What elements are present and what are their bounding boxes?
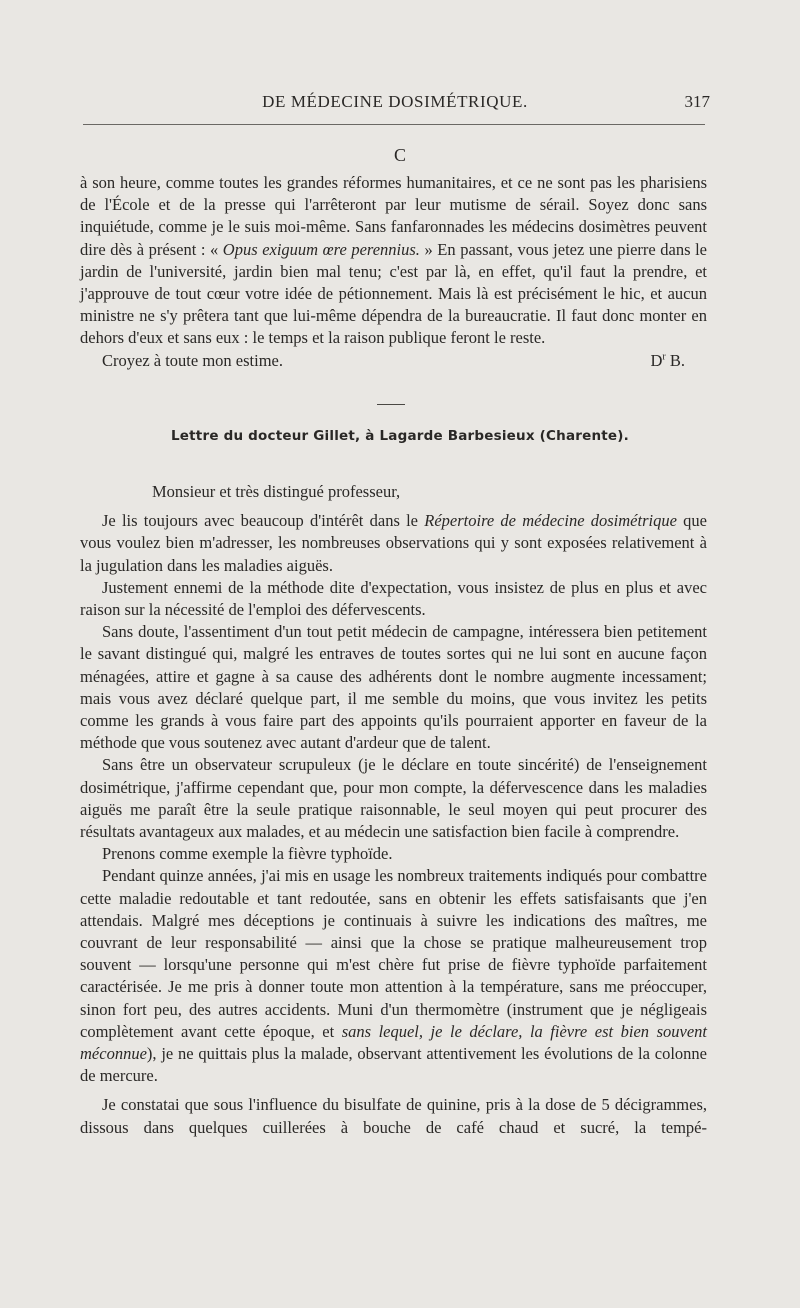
section-divider: [377, 404, 405, 405]
closing-line: [80, 350, 707, 372]
paragraph-7: Je constatai que sous l'influence du bisulfate de quinine, pris à la dose de 5 décigrammes, dissous dans quelques cuillerées à bouche de café chaud et sucré, la tempé-: [80, 1095, 707, 1137]
signature-letter: C: [393, 145, 406, 165]
signature-title: D: [650, 350, 663, 370]
text-run: » En passant, vous jetez une pierre dans le jardin de l'université, jardin bien mal tenu; c'est par là, en effet, qu'il faut la prendre, et j'approuve de tout cœur votre idée de pétionnement. Mais là est précisément le hic, et aucun ministre ne s'y prêtera tant que lui-même dépendra de la bureaucratie. Il faut donc monter en dehors d'eux et sans eux : le temps et la raison publique feront le reste.: [80, 239, 707, 348]
paragraph-5: Prenons comme exemple la fièvre typhoïde.: [102, 844, 393, 864]
letter-body: [80, 481, 707, 1139]
latin-quote: Opus exiguum œre perennius.: [222, 239, 420, 259]
running-title: DE MÉDECINE DOSIMÉTRIQUE.: [262, 92, 528, 111]
text-run: Je lis toujours avec beaucoup d'intérêt dans le: [102, 511, 425, 531]
header-rule: [83, 124, 705, 125]
closing-letter: [80, 172, 707, 372]
paragraph-1: [80, 510, 707, 577]
text-run: que vous voulez bien m'adresser, les nombreuses observations qui y sont exposées relativement à la jugulation dans les maladies aiguës.: [80, 511, 707, 575]
paragraph-6: [80, 865, 707, 1087]
closing-formula: Croyez à toute mon estime.: [102, 350, 283, 370]
text-run: ), je ne quittais plus la malade, observant attentivement les évolutions de la colonne de mercure.: [80, 1044, 707, 1086]
journal-title: Répertoire de médecine dosimétrique: [424, 511, 677, 531]
signature-initial: B.: [665, 350, 685, 370]
paragraph-2: Justement ennemi de la méthode dite d'expectation, vous insistez de plus en plus et avec raison sur la nécessité de l'emploi des défervescents.: [80, 577, 707, 620]
text-run: Pendant quinze années, j'ai mis en usage les nombreux traitements indiqués pour combattre cette maladie redoutable et tant redoutée, sans en obtenir les effets satisfaisants que j'en attendais. Malgré mes déceptions je continuais à suivre les indications des maîtres, me couvrant de leur responsabilité — ainsi que la chose se pratique malheureusement trop souvent — lorsqu'une personne qui m'est chère fut prise de fièvre typhoïde parfaitement caractérisée. Je me pris à donner toute mon attention à la température, sans me préoccuper, sinon fort peu, des autres accidents. Muni d'un thermomètre (instrument que je négligeais complètement avant cette époque, et: [80, 866, 707, 1041]
text-run: à son heure, comme toutes les grandes réformes humanitaires, et ce ne sont pas les pharisiens de l'École et de la presse qui l'arrêteront par leur mutisme de sérail. Soyez donc sans inquiétude, comme je le suis moi-même. Sans fanfaronnades les médecins dosimètres peuvent dire dès à présent : «: [80, 173, 707, 259]
page-number: 317: [684, 92, 710, 111]
italic-aside: sans lequel, je le déclare, la fièvre est bien souvent méconnue: [80, 1021, 707, 1064]
paragraph-4: Sans être un observateur scrupuleux (je le déclare en toute sincérité) de l'enseignement dosimétrique, j'affirme cependant que, pour mon compte, la défervescence dans les maladies aiguës me paraît être la seule pratique raisonnable, le seul moyen qui peut procurer des résultats avantageux aux malades, et au médecin une satisfaction bien facile à comprendre.: [80, 755, 707, 842]
signature: [650, 350, 685, 372]
page-header: [80, 92, 710, 116]
salutation: Monsieur et très distingué professeur,: [152, 482, 401, 501]
closing-letter-paragraph: [80, 172, 707, 350]
signature-superscript: r: [662, 351, 666, 363]
paragraph-3: Sans doute, l'assentiment d'un tout petit médecin de campagne, intéressera bien petitement le savant distingué qui, malgré les entraves de toutes sortes qui ne lui sont en aucune façon ménagées, attire et gagne à sa cause des adhérents dont le nombre augmente incessament; mais vous avez déclaré quelque part, il me semble du moins, que vous invitez les petits comme les grands à vous faire part des appoints qu'ils pourraient apporter en faveur de la méthode que vous soutenez avec autant d'ardeur que de talent.: [80, 622, 707, 753]
letter-heading: Lettre du docteur Gillet, à Lagarde Barbesieux (Charente).: [171, 428, 629, 444]
